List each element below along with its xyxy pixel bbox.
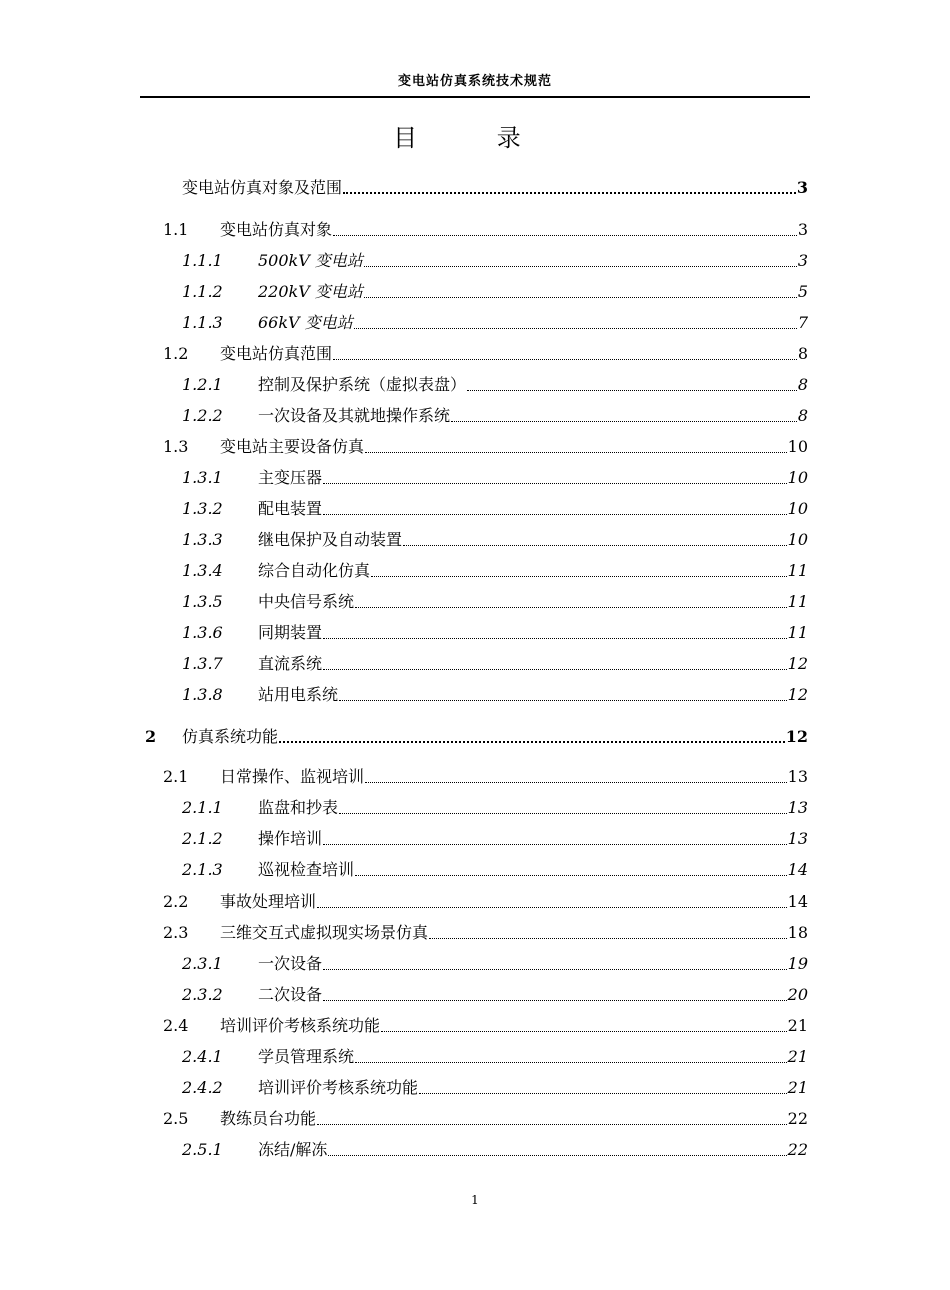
toc-entry-title: 学员管理系统 xyxy=(258,1047,355,1066)
toc-dot-leader xyxy=(365,452,787,453)
toc-entry-title: 同期装置 xyxy=(258,623,323,642)
toc-dot-leader xyxy=(323,483,787,484)
toc-entry-title: 教练员台功能 xyxy=(220,1109,317,1128)
toc-entry-title: 主变压器 xyxy=(258,468,323,487)
toc-entry-number: 1.3.1 xyxy=(182,468,223,487)
running-header xyxy=(140,70,810,98)
toc-entry-page: 12 xyxy=(787,685,808,704)
toc-entry-title: 变电站仿真范围 xyxy=(220,344,333,363)
toc-dot-leader xyxy=(323,638,787,639)
toc-entry-title: 监盘和抄表 xyxy=(258,798,339,817)
toc-entry-number: 1.2 xyxy=(163,344,189,363)
toc-entry[interactable] xyxy=(0,590,808,612)
toc-entry-page: 11 xyxy=(787,561,808,580)
toc-dot-leader xyxy=(355,607,787,608)
toc-entry-title: 仿真系统功能 xyxy=(182,727,279,746)
toc-entry[interactable] xyxy=(0,983,808,1005)
toc-entry-page: 10 xyxy=(787,530,808,549)
toc-entry[interactable] xyxy=(0,858,808,880)
toc-dot-leader xyxy=(403,545,787,546)
toc-entry-page: 3 xyxy=(797,251,808,270)
toc-entry-number: 2.1.1 xyxy=(182,798,223,817)
toc-dot-leader xyxy=(333,359,797,360)
toc-entry-page: 8 xyxy=(797,406,808,425)
toc-entry[interactable] xyxy=(0,765,808,787)
toc-entry-page: 11 xyxy=(787,623,808,642)
toc-entry-title: 变电站仿真对象及范围 xyxy=(182,178,343,197)
toc-entry[interactable] xyxy=(0,373,808,395)
toc-dot-leader xyxy=(419,1093,787,1094)
toc-entry-title: 变电站主要设备仿真 xyxy=(220,437,365,456)
toc-dot-leader xyxy=(381,1031,787,1032)
toc-entry-title: 巡视检查培训 xyxy=(258,860,355,879)
toc-entry-page: 7 xyxy=(797,313,808,332)
toc-entry[interactable] xyxy=(0,1138,808,1160)
toc-entry-page: 19 xyxy=(787,954,808,973)
toc-entry[interactable] xyxy=(0,404,808,426)
toc-entry[interactable] xyxy=(0,725,808,747)
toc-entry-number: 2.5 xyxy=(163,1109,189,1128)
toc-entry-page: 8 xyxy=(797,344,808,363)
toc-entry[interactable] xyxy=(0,559,808,581)
toc-entry-title: 控制及保护系统（虚拟表盘） xyxy=(258,375,467,394)
toc-entry-title: 培训评价考核系统功能 xyxy=(258,1078,419,1097)
toc-entry-title: 66kV 变电站 xyxy=(258,313,353,332)
toc-entry-title: 变电站仿真对象 xyxy=(220,220,333,239)
toc-entry-page: 10 xyxy=(787,468,808,487)
toc-dot-leader xyxy=(323,669,787,670)
toc-entry[interactable] xyxy=(0,1045,808,1067)
toc-entry-page: 20 xyxy=(787,985,808,1004)
toc-dot-leader xyxy=(323,969,787,970)
toc-entry-title: 中央信号系统 xyxy=(258,592,355,611)
toc-dot-leader xyxy=(451,421,797,422)
toc-entry-title: 日常操作、监视培训 xyxy=(220,767,365,786)
toc-entry-page: 22 xyxy=(787,1140,808,1159)
toc-entry-number: 1.3.4 xyxy=(182,561,223,580)
toc-entry-number: 2 xyxy=(145,727,157,746)
toc-dot-leader xyxy=(354,328,797,329)
toc-entry-number: 2.4 xyxy=(163,1016,189,1035)
toc-entry-number: 2.1.2 xyxy=(182,829,223,848)
toc-dot-leader xyxy=(365,782,787,783)
toc-entry-number: 1.2.1 xyxy=(182,375,223,394)
toc-entry-number: 2.1.3 xyxy=(182,860,223,879)
toc-entry[interactable] xyxy=(0,497,808,519)
toc-entry-page: 14 xyxy=(787,860,808,879)
document-title: 变电站仿真系统技术规范 xyxy=(397,74,552,89)
toc-entry-page: 12 xyxy=(787,654,808,673)
toc-entry[interactable] xyxy=(0,1076,808,1098)
toc-entry[interactable] xyxy=(0,435,808,457)
toc-entry-number: 1.3.3 xyxy=(182,530,223,549)
toc-entry-number: 1.1 xyxy=(163,220,189,239)
page-number: 1 xyxy=(471,1193,479,1207)
toc-entry[interactable] xyxy=(0,311,808,333)
toc-entry[interactable] xyxy=(0,827,808,849)
toc-entry-number: 2.3.2 xyxy=(182,985,223,1004)
toc-entry-number: 1.3.2 xyxy=(182,499,223,518)
toc-entry-title: 操作培训 xyxy=(258,829,323,848)
toc-dot-leader xyxy=(339,813,787,814)
toc-entry-page: 21 xyxy=(787,1047,808,1066)
toc-entry-number: 2.5.1 xyxy=(182,1140,223,1159)
toc-dot-leader xyxy=(429,938,787,939)
toc-entry-number: 2.3 xyxy=(163,923,189,942)
toc-dot-leader xyxy=(467,390,797,391)
toc-entry-title: 直流系统 xyxy=(258,654,323,673)
toc-entry[interactable] xyxy=(0,890,808,912)
toc-title: 目 录 xyxy=(393,124,557,152)
toc-dot-leader xyxy=(364,297,797,298)
toc-dot-leader xyxy=(339,700,787,701)
toc-entry-page: 22 xyxy=(787,1109,808,1128)
toc-entry-number: 1.3.5 xyxy=(182,592,223,611)
toc-entry-page: 21 xyxy=(787,1016,808,1035)
toc-entry-number: 2.1 xyxy=(163,767,189,786)
toc-entry-number: 1.3.7 xyxy=(182,654,223,673)
toc-entry-number: 1.3.8 xyxy=(182,685,223,704)
toc-entry-number: 2.4.1 xyxy=(182,1047,223,1066)
toc-entry-title: 配电装置 xyxy=(258,499,323,518)
toc-entry-title: 继电保护及自动装置 xyxy=(258,530,403,549)
toc-dot-leader xyxy=(323,514,787,515)
toc-entry-title: 500kV 变电站 xyxy=(258,251,363,270)
toc-entry[interactable] xyxy=(0,1014,808,1036)
toc-dot-leader xyxy=(279,741,785,743)
toc-entry-number: 1.2.2 xyxy=(182,406,223,425)
toc-dot-leader xyxy=(343,192,796,194)
toc-dot-leader xyxy=(371,576,787,577)
toc-entry-title: 站用电系统 xyxy=(258,685,339,704)
toc-entry-number: 2.4.2 xyxy=(182,1078,223,1097)
toc-entry[interactable] xyxy=(0,176,808,198)
toc-entry-title: 冻结/解冻 xyxy=(258,1140,328,1159)
toc-dot-leader xyxy=(323,1000,787,1001)
toc-entry-number: 1.1.2 xyxy=(182,282,223,301)
toc-entry[interactable] xyxy=(0,621,808,643)
toc-entry[interactable] xyxy=(0,796,808,818)
toc-entry[interactable] xyxy=(0,280,808,302)
toc-dot-leader xyxy=(364,266,797,267)
toc-entry[interactable] xyxy=(0,218,808,240)
toc-dot-leader xyxy=(323,844,787,845)
toc-entry-page: 11 xyxy=(787,592,808,611)
toc-entry-title: 二次设备 xyxy=(258,985,323,1004)
toc-entry[interactable] xyxy=(0,652,808,674)
toc-entry[interactable] xyxy=(0,249,808,271)
toc-entry-title: 事故处理培训 xyxy=(220,892,317,911)
toc-entry-title: 220kV 变电站 xyxy=(258,282,363,301)
toc-entry-number: 1.1.1 xyxy=(182,251,223,270)
toc-entry-page: 13 xyxy=(787,798,808,817)
toc-entry-number: 1.1.3 xyxy=(182,313,223,332)
toc-entry-page: 18 xyxy=(787,923,808,942)
toc-dot-leader xyxy=(317,907,787,908)
toc-dot-leader xyxy=(317,1124,787,1125)
toc-dot-leader xyxy=(355,1062,787,1063)
toc-entry-page: 21 xyxy=(787,1078,808,1097)
toc-entry-title: 培训评价考核系统功能 xyxy=(220,1016,381,1035)
toc-dot-leader xyxy=(333,235,797,236)
toc-entry-number: 2.3.1 xyxy=(182,954,223,973)
toc-entry-number: 2.2 xyxy=(163,892,189,911)
toc-entry-page: 3 xyxy=(797,220,808,239)
toc-entry[interactable] xyxy=(0,952,808,974)
toc-entry-page: 14 xyxy=(787,892,808,911)
toc-entry-page: 3 xyxy=(796,178,808,197)
toc-dot-leader xyxy=(355,875,787,876)
toc-entry[interactable] xyxy=(0,683,808,705)
toc-entry-title: 三维交互式虚拟现实场景仿真 xyxy=(220,923,429,942)
toc-entry-number: 1.3 xyxy=(163,437,189,456)
toc-entry-page: 13 xyxy=(787,829,808,848)
toc-entry-page: 13 xyxy=(787,767,808,786)
toc-entry-page: 5 xyxy=(797,282,808,301)
toc-entry[interactable] xyxy=(0,466,808,488)
toc-entry-title: 综合自动化仿真 xyxy=(258,561,371,580)
toc-entry-page: 10 xyxy=(787,499,808,518)
toc-entry-page: 10 xyxy=(787,437,808,456)
toc-entry-title: 一次设备及其就地操作系统 xyxy=(258,406,451,425)
toc-entry[interactable] xyxy=(0,528,808,550)
toc-dot-leader xyxy=(328,1155,786,1156)
toc-entry[interactable] xyxy=(0,1107,808,1129)
toc-entry-number: 1.3.6 xyxy=(182,623,223,642)
toc-entry-title: 一次设备 xyxy=(258,954,323,973)
toc-entry-page: 12 xyxy=(785,727,808,746)
toc-entry[interactable] xyxy=(0,342,808,364)
toc-entry[interactable] xyxy=(0,921,808,943)
toc-entry-page: 8 xyxy=(797,375,808,394)
